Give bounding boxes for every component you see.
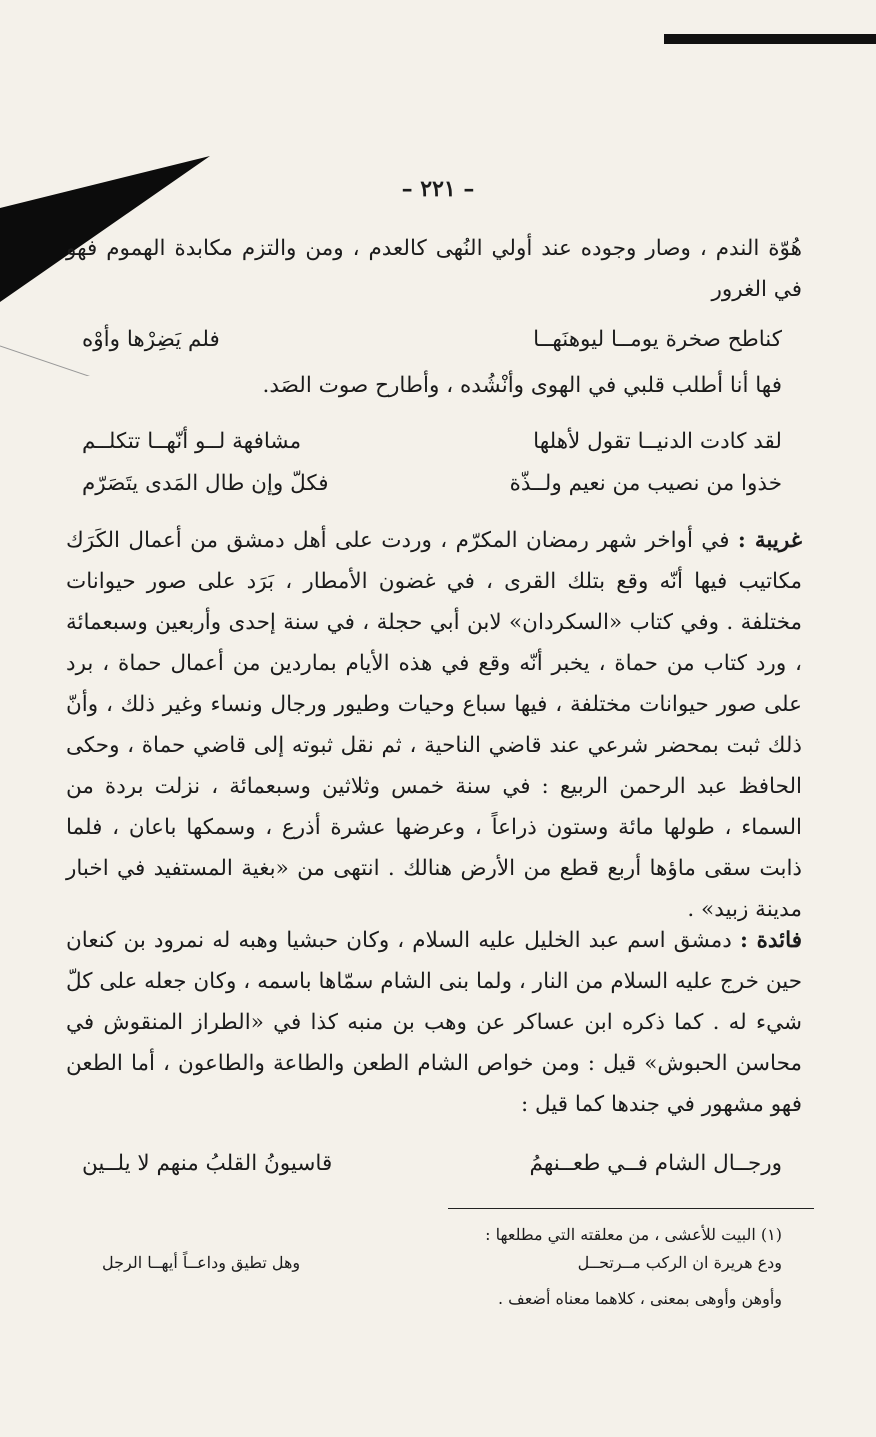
- verse-second-hemistich: فكلّ وإن طال المَدى يتَصَرّم: [82, 471, 329, 496]
- verse-first-hemistich: لقد كادت الدنيــا تقول لأهلها: [533, 429, 782, 454]
- verse-second-hemistich: فلم يَضِرْها وأوْه: [82, 327, 220, 352]
- paragraph-text: في أواخر شهر رمضان المكرّم ، وردت على أهل دمشق من أعمال الكَرَك مكاتيب فيها أنّه وقع بتلك القرى ، في غضون الأمطار ، بَرَد على صور حيوانات مختلفة . وفي كتاب «السكردان» لابن أبي حجلة ، في سنة إحدى وأربعين وسبعمائة ، ورد كتاب من حماة ، يخبر أنّه وقع في هذه الأيام بماردين من أعمال حماة ، برد على صور حيوانات مختلفة ، فيها سباع وحيات وطيور ورجال ونساء وغير ذلك ، وأنّ ذلك ثبت بمحضر شرعي عند قاضي الناحية ، ثم نقل ثبوته إلى قاضي حماة ، وحكى الحافظ عبد الرحمن الربيع : في سنة خمس وثلاثين وسبعمائة ، نزلت بردة من السماء ، طولها مائة وستون ذراعاً ، وعرضها عشرة أذرع ، وسمكها باعان ، فلما ذابت سقى ماؤها أربع قطع من الأرض هنالك . انتهى من «بغية المستفيد في اخبار مدينة زبيد» .: [66, 528, 802, 922]
- paragraph-text: دمشق اسم عبد الخليل عليه السلام ، وكان حبشيا وهبه له نمرود بن كنعان حين خرج عليه السلام من النار ، ولما بنى الشام سمّاها باسمه ، وكان جعله على كلّ شيء له . كما ذكره ابن عساكر عن وهب بن منبه كذا في «الطراز المنقوش في محاسن الحبوش» قيل : ومن خواص الشام الطعن والطاعة والطاعون ، أما الطعن فهو مشهور في جندها كما قيل :: [66, 928, 802, 1117]
- verse-first-hemistich: كناطح صخرة يومــا ليوهنَهــا: [533, 327, 782, 352]
- verse-first-hemistich: ورجــال الشام فــي طعــنهمُ: [529, 1151, 782, 1176]
- verse-line: [82, 318, 782, 362]
- footnote-line: (١) البيت للأعشى ، من معلقته التي مطلعها :: [485, 1225, 782, 1244]
- verse-line: [82, 462, 782, 506]
- verse-first-hemistich: خذوا من نصيب من نعيم ولــذّة: [509, 471, 782, 496]
- paragraph-label: غريبة :: [737, 528, 803, 553]
- verse-line: [82, 1142, 782, 1186]
- verse-line: [82, 420, 782, 464]
- paragraph-fāida: [66, 920, 802, 1125]
- page-number: – ٢٢١ –: [401, 176, 475, 202]
- paragraph-gharība: [66, 520, 802, 930]
- verse-second-hemistich: قاسيونُ القلبُ منهم لا يلــين: [82, 1151, 333, 1176]
- footnote-line: وأوهن وأوهى بمعنى ، كلاهما معناه أضعف .: [497, 1289, 782, 1308]
- footnote-verse: [102, 1250, 782, 1276]
- paragraph-label: فائدة :: [739, 928, 802, 953]
- footnote-verse-second: وهل تطيق وداعــاً أيهــا الرجل: [102, 1253, 301, 1272]
- intro-paragraph: هُوّة الندم ، وصار وجوده عند أولي النُهى كالعدم ، ومن والتزم مكابدة الهموم فهو في الغرور: [66, 236, 802, 302]
- footnote-divider: [448, 1208, 814, 1209]
- verse-second-hemistich: مشافهة لــو أنّهــا تتكلــم: [82, 429, 302, 454]
- scan-edge-bar: [664, 34, 876, 44]
- prose-line: فها أنا أطلب قلبي في الهوى وأنْشُده ، وأطارح صوت الصَد.: [262, 373, 782, 398]
- footnote-verse-first: ودع هريرة ان الركب مــرتحــل: [577, 1253, 782, 1272]
